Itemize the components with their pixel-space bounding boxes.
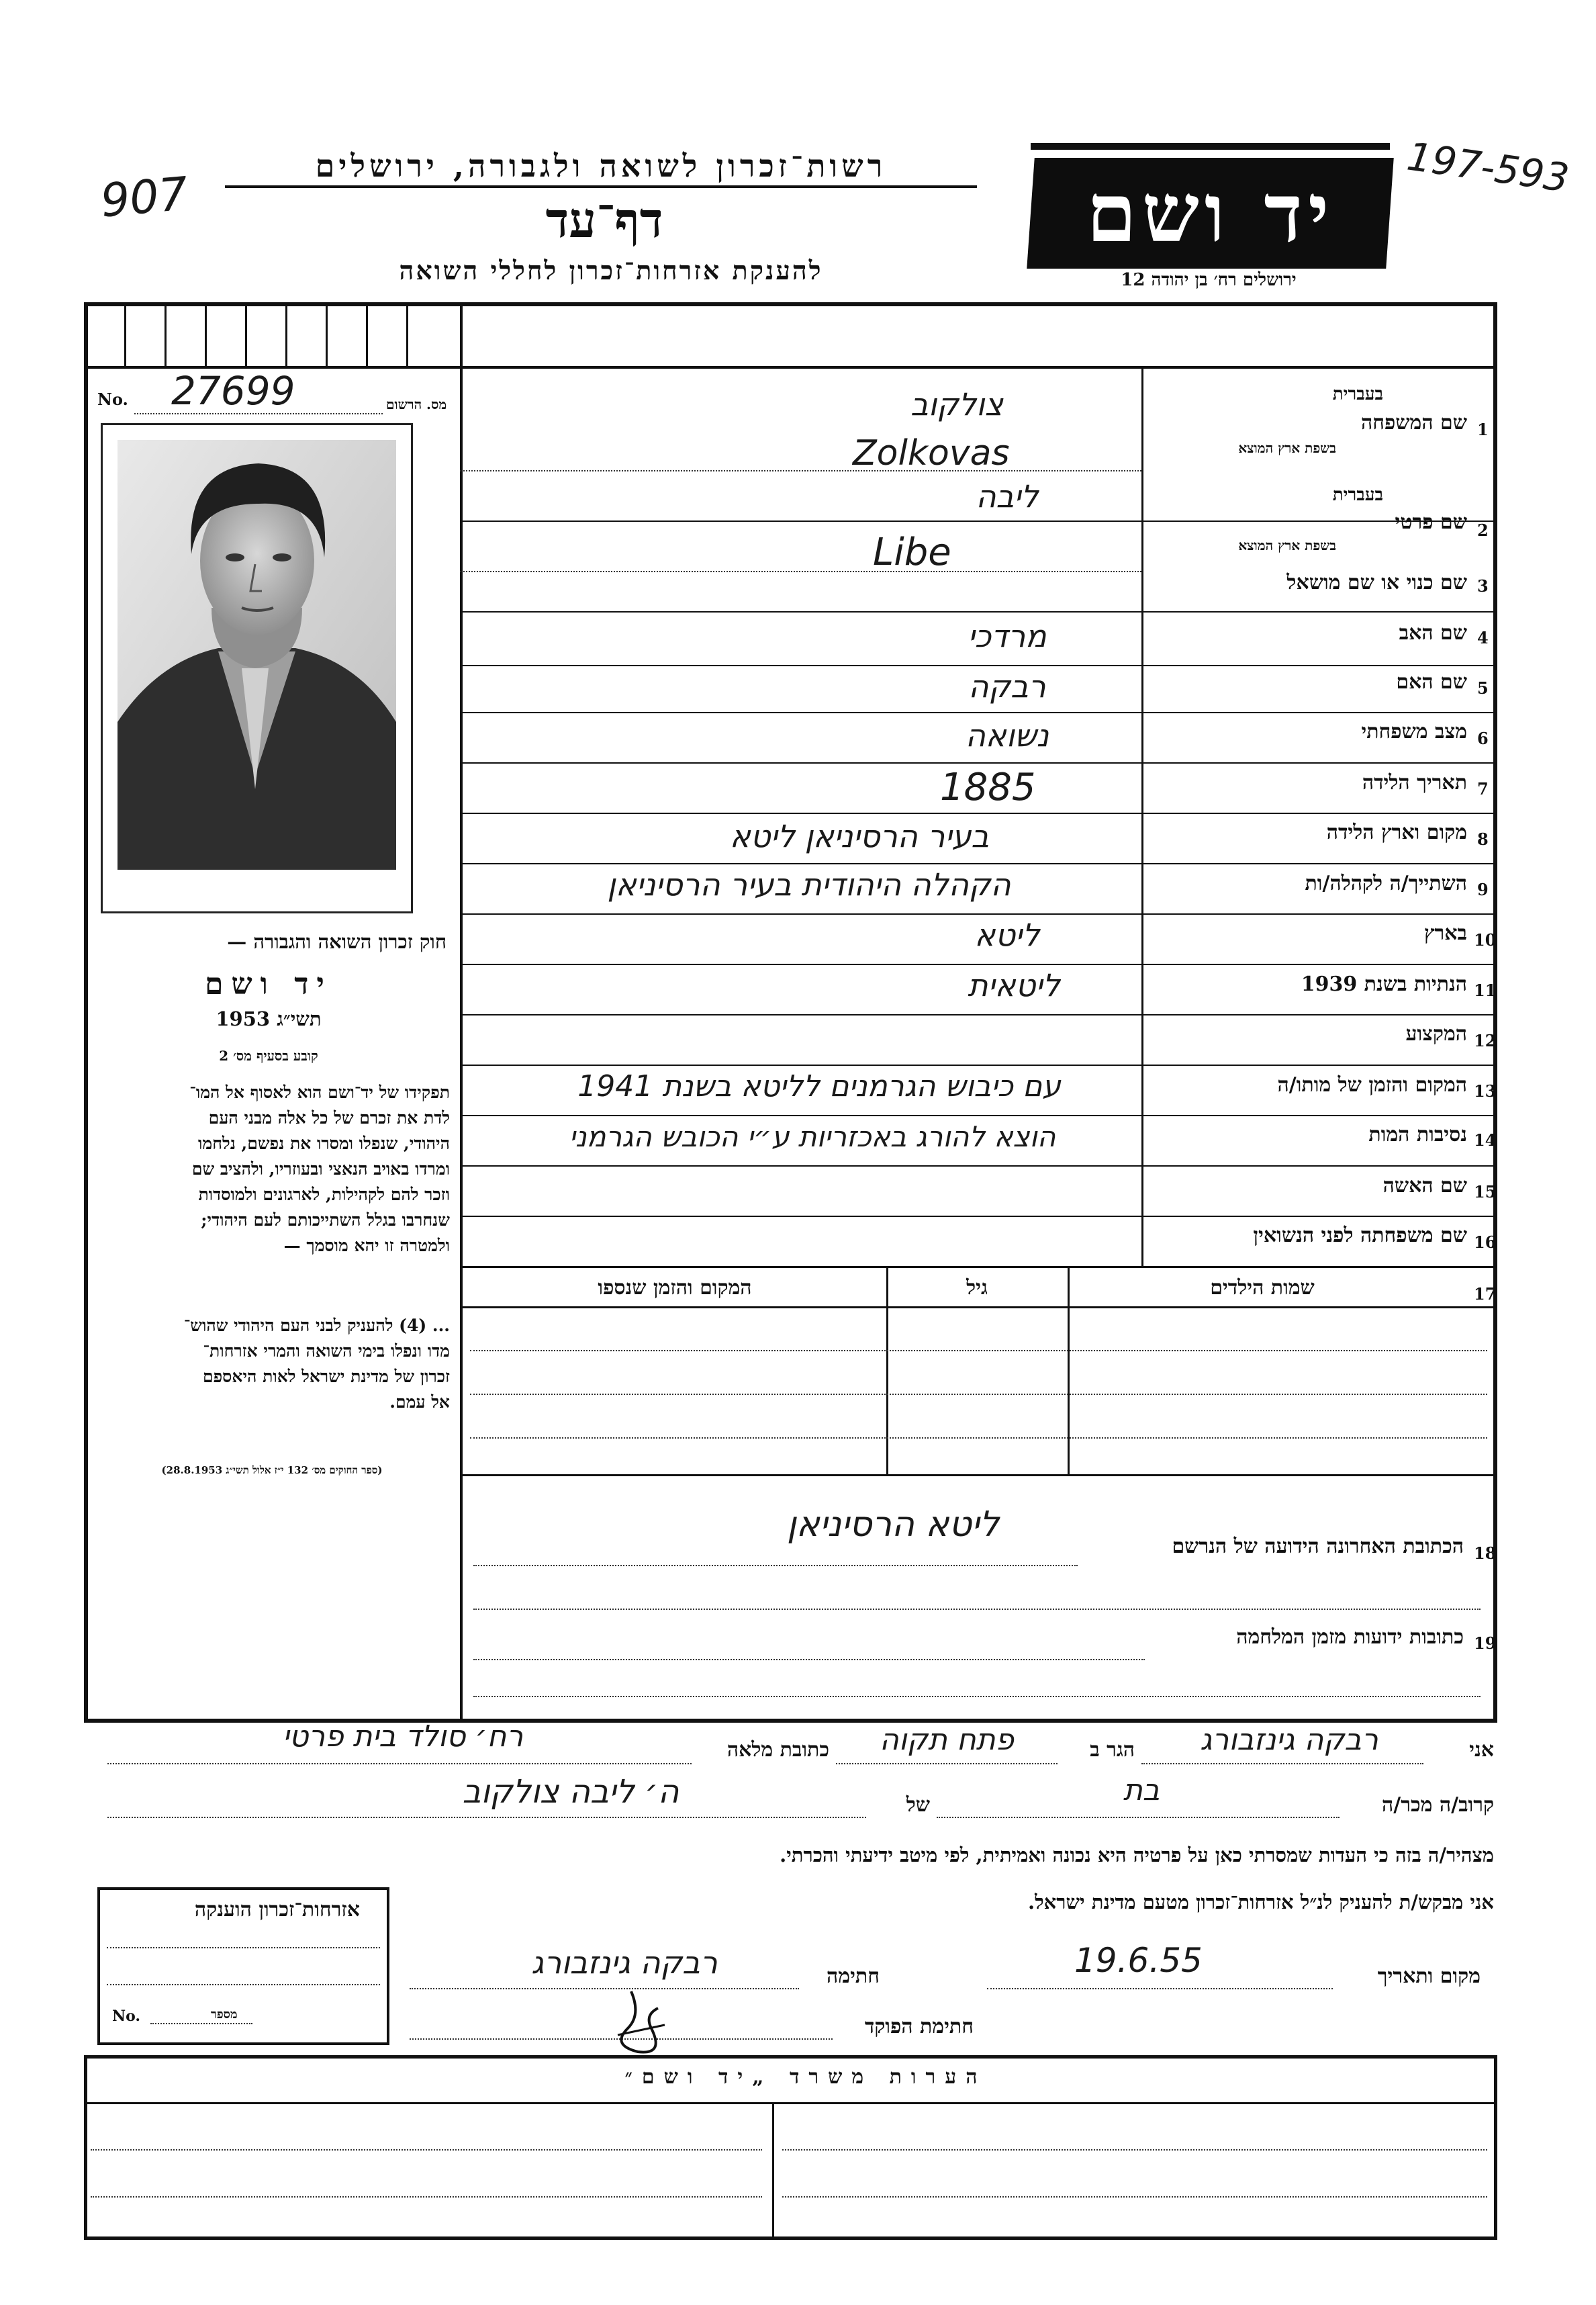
officer-signature-scribble: [591, 1988, 685, 2062]
form-title: דף־עד: [545, 191, 663, 248]
decl-statement-1: מצהיר/ה בזה כי העדות שמסרתי כאן על פרטיה היא נכונה ואמיתית, לפי מיטב ידיעתי והכרתי.: [780, 1844, 1494, 1866]
field-9-label: השתייך/ה לקהלה/ות: [1305, 872, 1467, 895]
children-col-place: המקום והזמן שנספו: [598, 1276, 752, 1300]
file-number-heb: מס. הרשום: [386, 396, 447, 412]
form-subtitle: להענקת אזרחות־זכרון לחללי השואה: [399, 255, 823, 285]
field-13-value: עם כיבוש הגרמנים לליטא בשנת 1941: [577, 1069, 1061, 1103]
field-15-number: 15: [1474, 1182, 1497, 1202]
field-13-number: 13: [1474, 1081, 1497, 1101]
logo-stripe: [1031, 143, 1390, 150]
field-3-label: שם כנוי או שם מושאל: [1286, 571, 1467, 594]
decl-full-address: כתובת מלאה: [726, 1738, 829, 1762]
field-15-label: שם האשה: [1382, 1174, 1467, 1197]
field-10-label: בארץ: [1423, 921, 1467, 945]
field-8-number: 8: [1477, 829, 1489, 849]
stamp-no-label: No.: [112, 2007, 141, 2025]
field-18-number: 18: [1474, 1543, 1497, 1563]
decl-place-date: מקום ותאריך: [1377, 1964, 1481, 1988]
law-line: וזכר להם לקהילות, לארגונים ולמוסדות: [198, 1185, 450, 1204]
portrait-image: [118, 440, 396, 870]
law-line: זכרון של מדינת ישראל לאות היאספם: [202, 1367, 450, 1386]
field-1-label: שם המשפחה: [1360, 411, 1467, 435]
handwritten-number-right: 197-593: [1404, 133, 1572, 201]
field-1-value-hebrew: צולקוב: [910, 386, 1003, 422]
yad-vashem-logo: [1027, 158, 1394, 269]
decl-statement-2: אני מבקש/ת להעניק לנ״ל אזרחות־זכרון מטעם מדינת ישראל.: [1028, 1891, 1494, 1913]
decl-signature: חתימה: [827, 1964, 880, 1988]
field-2-sub-origin: בשפת ארץ המוצא: [1238, 537, 1336, 553]
law-text-block: [94, 1080, 450, 1259]
field-10-value: ליטא: [974, 917, 1040, 953]
field-2-sub-hebrew: בעברית: [1332, 485, 1383, 505]
decl-city-value: פתח תקוה: [880, 1723, 1014, 1757]
law-text-block-2: [94, 1313, 450, 1415]
field-11-value: ליטאית: [968, 967, 1060, 1003]
decl-signature-value: רבקה גינזבורג: [531, 1944, 718, 1981]
field-18-label: הכתובת האחרונה הידועה של הנרשם: [1172, 1535, 1464, 1558]
law-name: יד ושם: [205, 967, 332, 1001]
field-3-number: 3: [1477, 576, 1489, 596]
field-5-label: שם האם: [1396, 670, 1467, 694]
field-1-number: 1: [1477, 420, 1489, 439]
field-1-sub-hebrew: בעברית: [1332, 384, 1383, 404]
field-4-value: מרדכי: [968, 618, 1047, 654]
field-8-value: בעיר הרסיניאן ליטא: [729, 818, 990, 854]
stamp-no-heb: מספר: [211, 2007, 238, 2022]
law-line: ולמטרה זו יהא מוסמך —: [283, 1236, 450, 1255]
field-1-value-origin: Zolkovas: [853, 433, 1010, 473]
decl-address-value: רח׳ סולד בית פרטי: [282, 1719, 524, 1754]
law-reference: (ספר החוקים מס׳ 132 י״ז אלול תשי״ג 28.8.1953): [161, 1464, 383, 1476]
field-5-value: רבקה: [968, 668, 1046, 705]
law-line: מדו ונפלו בימי השואה והמרי אזרחות־: [203, 1341, 450, 1361]
file-number-value: 27699: [171, 368, 295, 414]
stamp-title: אזרחות־זכרון הוענקה: [194, 1898, 360, 1922]
field-19-number: 19: [1474, 1633, 1497, 1653]
field-10-number: 10: [1474, 930, 1497, 950]
decl-name-value: רבקה גינזבורג: [1200, 1723, 1378, 1757]
law-section: קובע בסעיף מס׳ 2: [219, 1048, 318, 1064]
field-19-label: כתובות ידועות מזמן המלחמה: [1236, 1625, 1464, 1649]
law-line: אל עמם.: [389, 1392, 450, 1412]
field-12-number: 12: [1474, 1031, 1497, 1050]
field-14-label: נסיבות המות: [1368, 1123, 1467, 1146]
citizenship-stamp-box: [97, 1887, 389, 2045]
field-2-value-hebrew: ליבה: [976, 478, 1039, 514]
decl-relative: קרוב/ה מכר/ה: [1382, 1793, 1494, 1817]
field-2-number: 2: [1477, 521, 1489, 540]
field-5-number: 5: [1477, 678, 1489, 698]
decl-date-value: 19.6.55: [1074, 1941, 1203, 1980]
field-16-number: 16: [1474, 1232, 1497, 1252]
decl-of: של: [906, 1793, 930, 1817]
field-8-label: מקום וארץ הלידה: [1326, 821, 1467, 844]
decl-relation-value: בת: [1123, 1773, 1160, 1807]
decl-of-value: ה׳ ליבה צולקוב: [462, 1773, 679, 1811]
field-16-label: שם משפחתה לפני הנשואין: [1253, 1224, 1467, 1247]
field-9-number: 9: [1477, 880, 1489, 899]
law-title: חוק זכרון השואה והגבורה —: [227, 930, 447, 953]
field-2-label: שם פרטי: [1395, 510, 1467, 534]
victim-photo: [101, 423, 413, 913]
decl-ani: אני: [1469, 1738, 1494, 1762]
field-11-number: 11: [1474, 981, 1497, 1000]
field-6-value: נשואה: [965, 717, 1049, 754]
handwritten-number-left: 907: [98, 167, 190, 228]
field-12-label: המקצוע: [1405, 1022, 1467, 1046]
remarks-title: הערות משרד „יד ושם״: [624, 2065, 987, 2089]
law-line: היהודי, שנפלו ומסרו את נפשם, נלחמו: [197, 1134, 450, 1153]
field-17-number: 17: [1474, 1284, 1497, 1304]
law-line: ... (4) להעניק לבני העם היהודי שהוש־: [183, 1316, 450, 1335]
field-7-number: 7: [1477, 779, 1489, 799]
law-line: לדת את זכרם של כל אלה מבני העם: [208, 1108, 450, 1128]
field-4-label: שם האב: [1399, 621, 1467, 645]
field-9-value: הקהלה היהודית בעיר הרסיניאן: [607, 866, 1011, 903]
file-number-label: No.: [97, 390, 128, 409]
field-14-number: 14: [1474, 1130, 1497, 1150]
logo-text: יד ושם: [1086, 166, 1335, 261]
children-col-age: גיל: [966, 1276, 988, 1300]
decl-resides: הגר ב: [1090, 1738, 1135, 1762]
field-18-value: ליטא הרסיניאן: [786, 1504, 1000, 1545]
law-line: שנחרבו בגלל השתייכותם לעם היהודי;: [201, 1210, 450, 1230]
children-col-names: שמות הילדים: [1210, 1276, 1315, 1300]
law-line: ומרדו באויב הנאצי ובעוזריו, ולהציב שם: [191, 1159, 450, 1179]
law-line: תפקידו של יד־ושם הוא לאסוף אל המו־: [189, 1083, 450, 1102]
field-6-number: 6: [1477, 729, 1489, 748]
field-7-label: תאריך הלידה: [1362, 771, 1467, 795]
field-11-label: הנתיות בשנת 1939: [1301, 973, 1467, 996]
authority-name: רשות־זכרון לשואה ולגבורה, ירושלים: [225, 148, 977, 188]
institution-address: ירושלים רח׳ בן יהודה 12: [1121, 270, 1297, 290]
law-year: תשי״ג 1953: [216, 1007, 322, 1030]
field-1-sub-origin: בשפת ארץ המוצא: [1238, 440, 1336, 456]
decl-officer-signature: חתימת הפוקד: [864, 2015, 974, 2038]
field-14-value: הוצא להורג באכזריות ע״י הכובש הגרמני: [569, 1120, 1056, 1153]
field-6-label: מצב משפחתי: [1361, 720, 1467, 743]
field-2-value-origin: Libe: [873, 531, 951, 574]
field-13-label: המקום והזמן של מותו/ה: [1277, 1073, 1467, 1097]
field-7-value: 1885: [940, 766, 1036, 809]
field-4-number: 4: [1477, 628, 1489, 647]
